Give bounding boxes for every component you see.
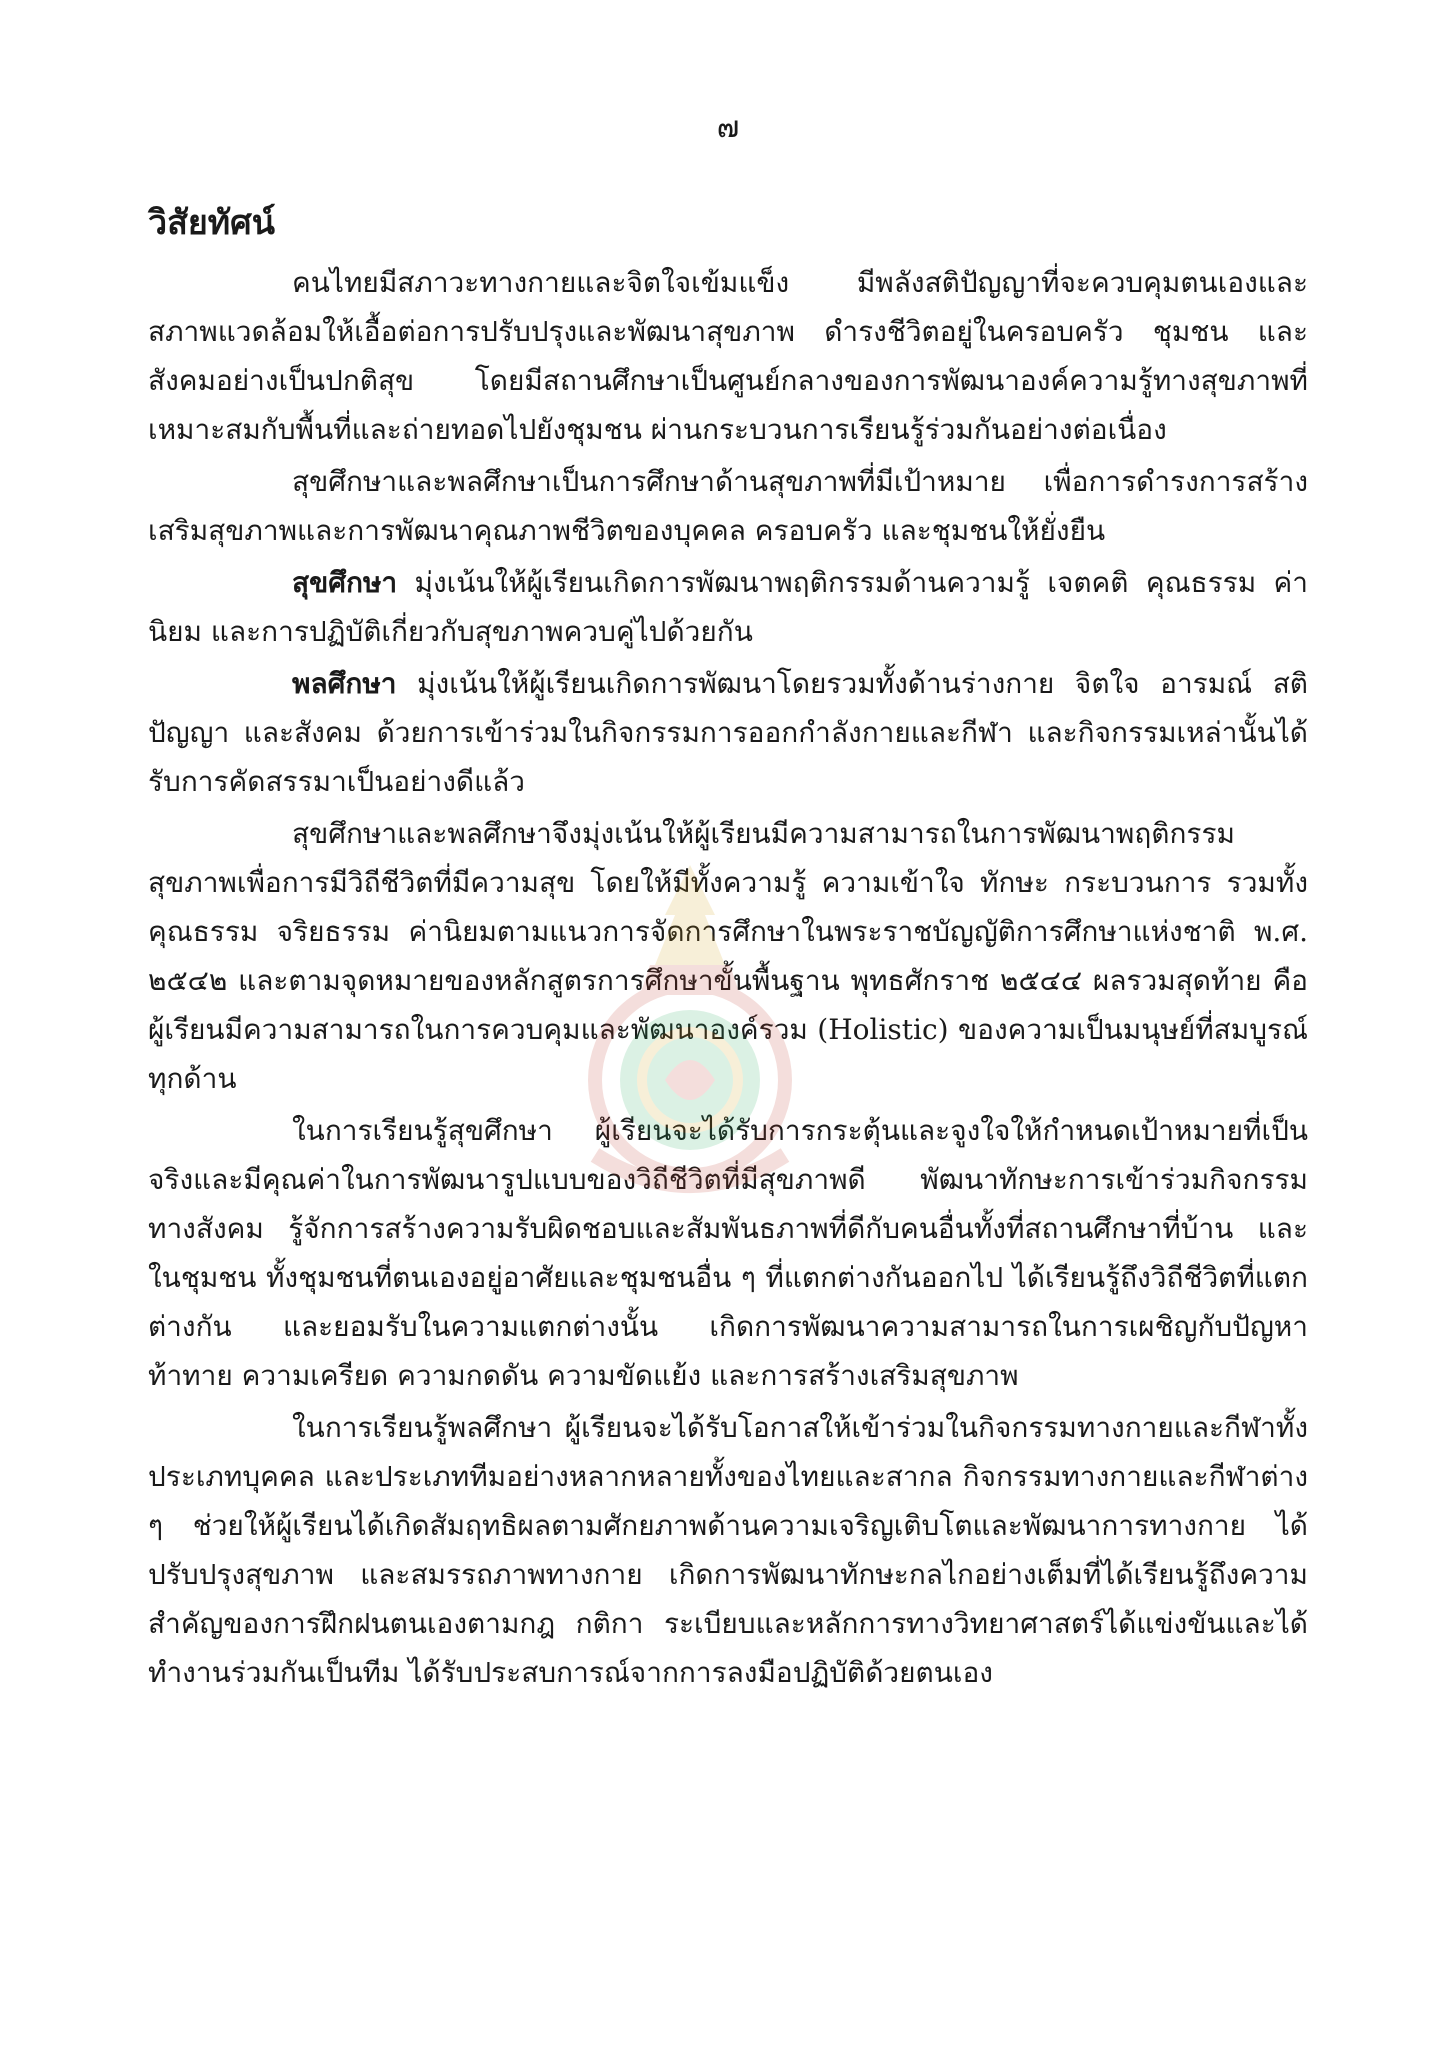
paragraph-physical-learning: [148, 1403, 1308, 1697]
paragraph-lead: พลศึกษา: [292, 667, 397, 700]
paragraph-vision: [148, 258, 1308, 454]
page-number: ๗: [716, 110, 740, 145]
paragraph-health-education: [148, 558, 1308, 656]
paragraph-health-learning: [148, 1106, 1308, 1400]
body-text: [148, 258, 1308, 1700]
paragraph-text: มุ่งเน้นให้ผู้เรียนเกิดการพัฒนาพฤติกรรมด้านความรู้ เจตคติ คุณธรรม ค่านิยม และการปฏิบัติเกี่ยวกับสุขภาพควบคู่ไปด้วยกัน: [148, 566, 1308, 648]
paragraph-text: สุขศึกษาและพลศึกษาเป็นการศึกษาด้านสุขภาพที่มีเป้าหมาย เพื่อการดำรงการสร้างเสริมสุขภาพและการพัฒนาคุณภาพชีวิตของบุคคล ครอบครัว และชุมชนให้ยั่งยืน: [148, 465, 1308, 547]
paragraph-text: ในการเรียนรู้พลศึกษา ผู้เรียนจะได้รับโอกาสให้เข้าร่วมในกิจกรรมทางกายและกีฬาทั้งประเภทบุคคล และประเภททีมอย่างหลากหลายทั้งของไทยและสากล กิจกรรมทางกายและกีฬาต่าง ๆ ช่วยให้ผู้เรียนได้เกิดสัมฤทธิผลตามศักยภาพด้านความเจริญเติบโตและพัฒนาการทางกาย ได้ปรับปรุงสุขภาพ และสมรรถภาพทางกาย เกิดการพัฒนาทักษะกลไกอย่างเต็มที่ได้เรียนรู้ถึงความสำคัญของการฝึกฝนตนเองตามกฎ กติกา ระเบียบและหลักการทางวิทยาศาสตร์ได้แข่งขันและได้ทำงานร่วมกันเป็นทีม ได้รับประสบการณ์จากการลงมือปฏิบัติด้วยตนเอง: [148, 1411, 1308, 1689]
section-heading: วิสัยทัศน์: [148, 203, 276, 243]
paragraph-text: สุขศึกษาและพลศึกษาจึงมุ่งเน้นให้ผู้เรียนมีความสามารถในการพัฒนาพฤติกรรมสุขภาพเพื่อการมีวิถีชีวิตที่มีความสุข โดยให้มีทั้งความรู้ ความเข้าใจ ทักษะ กระบวนการ รวมทั้งคุณธรรม จริยธรรม ค่านิยมตามแนวการจัดการศึกษาในพระราชบัญญัติการศึกษาแห่งชาติ พ.ศ. ๒๕๔๒ และตามจุดหมายของหลักสูตรการศึกษาขั้นพื้นฐาน พุทธศักราช ๒๕๔๔ ผลรวมสุดท้าย คือ ผู้เรียนมีความสามารถในการควบคุมและพัฒนาองค์รวม (Holistic) ของความเป็นมนุษย์ที่สมบูรณ์ทุกด้าน: [148, 817, 1308, 1095]
paragraph-text: ในการเรียนรู้สุขศึกษา ผู้เรียนจะได้รับการกระตุ้นและจูงใจให้กำหนดเป้าหมายที่เป็นจริงและมีคุณค่าในการพัฒนารูปแบบของวิถีชีวิตที่มีสุขภาพดี พัฒนาทักษะการเข้าร่วมกิจกรรมทางสังคม รู้จักการสร้างความรับผิดชอบและสัมพันธภาพที่ดีกับคนอื่นทั้งที่สถานศึกษาที่บ้าน และในชุมชน ทั้งชุมชนที่ตนเองอยู่อาศัยและชุมชนอื่น ๆ ที่แตกต่างกันออกไป ได้เรียนรู้ถึงวิถีชีวิตที่แตกต่างกัน และยอมรับในความแตกต่างนั้น เกิดการพัฒนาความสามารถในการเผชิญกับปัญหาท้าทาย ความเครียด ความกดดัน ความขัดแย้ง และการสร้างเสริมสุขภาพ: [148, 1114, 1308, 1392]
paragraph-text: มุ่งเน้นให้ผู้เรียนเกิดการพัฒนาโดยรวมทั้งด้านร่างกาย จิตใจ อารมณ์ สติปัญญา และสังคม ด้วยการเข้าร่วมในกิจกรรมการออกกำลังกายและกีฬา และกิจกรรมเหล่านั้นได้รับการคัดสรรมาเป็นอย่างดีแล้ว: [148, 667, 1308, 798]
paragraph-goal: [148, 457, 1308, 555]
paragraph-focus: [148, 809, 1308, 1103]
paragraph-text: คนไทยมีสภาวะทางกายและจิตใจเข้มแข็ง มีพลังสติปัญญาที่จะควบคุมตนเองและสภาพแวดล้อมให้เอื้อต่อการปรับปรุงและพัฒนาสุขภาพ ดำรงชีวิตอยู่ในครอบครัว ชุมชน และสังคมอย่างเป็นปกติสุข โดยมีสถานศึกษาเป็นศูนย์กลางของการพัฒนาองค์ความรู้ทางสุขภาพที่เหมาะสมกับพื้นที่และถ่ายทอดไปยังชุมชน ผ่านกระบวนการเรียนรู้ร่วมกันอย่างต่อเนื่อง: [148, 266, 1308, 446]
paragraph-physical-education: [148, 659, 1308, 806]
paragraph-lead: สุขศึกษา: [292, 566, 398, 599]
